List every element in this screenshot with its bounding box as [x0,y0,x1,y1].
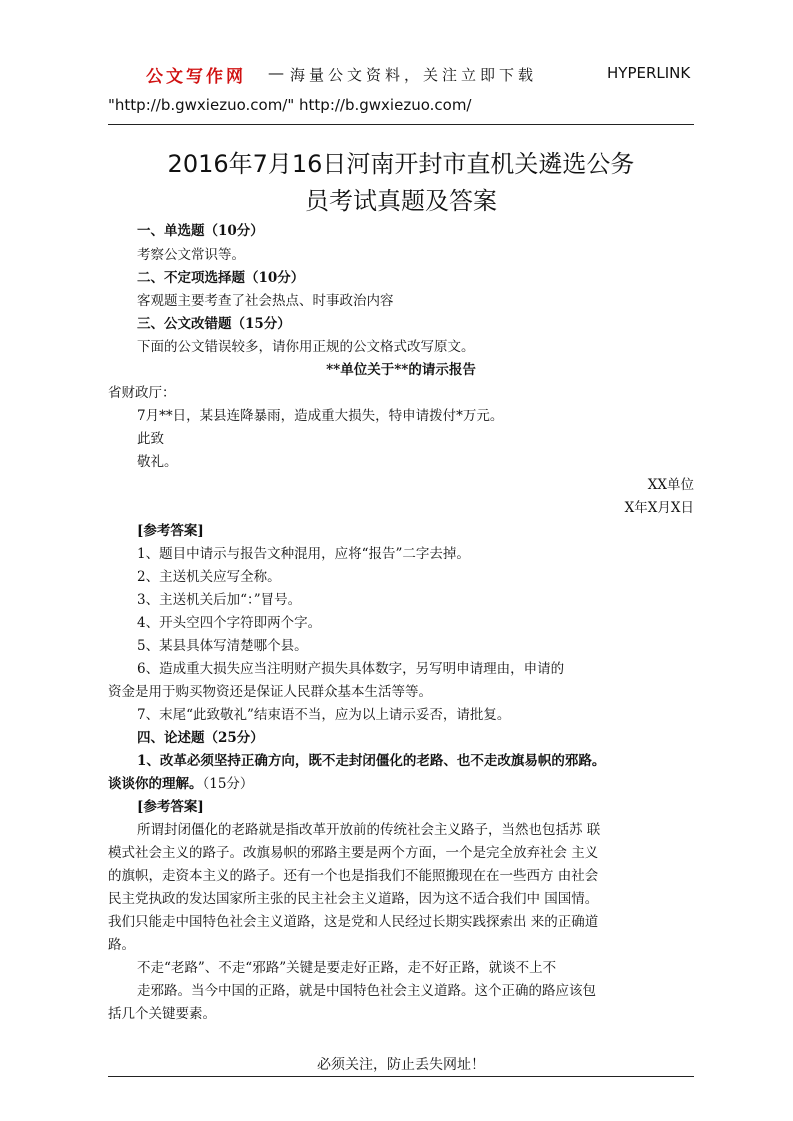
memo-sender: XX单位 [647,477,694,493]
answer1-item: 6、造成重大损失应当注明财产损失具体数字，另写明申请理由，申请的 [137,661,565,677]
memo-date: X年X月X日 [624,500,694,516]
memo-title: **单位关于**的请示报告 [326,362,476,378]
answer2-paragraph-line: 我们只能走中国特色社会主义道路，这是党和人民经过长期实践探索出 来的正确道 [108,914,599,930]
answer1-item: 1、题目中请示与报告文种混用，应将“报告”二字去掉。 [137,546,470,562]
section3-heading: 三、公文改错题（15分） [137,316,291,332]
essay-question-score: （15分） [202,776,254,792]
answer2-paragraph-line: 路。 [108,937,135,953]
footer-notice: 必须关注，防止丢失网址！ [317,1057,485,1073]
essay-question-line2 [108,772,253,792]
answer1-item: 5、某县具体写清楚哪个县。 [137,638,308,654]
hyperlink-field-label: HYPERLINK [607,64,691,82]
answer2-paragraph-line: 走邪路。当今中国的正路，就是中国特色社会主义道路。这个正确的路应该包 [137,983,596,999]
section3-text: 下面的公文错误较多，请你用正规的公文格式改写原文。 [137,339,475,355]
answer2-paragraph-line: 括几个关键要素。 [108,1006,216,1022]
section2-text: 客观题主要考查了社会热点、时事政治内容 [137,293,394,309]
document-title-line2: 员考试真题及答案 [305,187,497,215]
answer2-paragraph-line: 不走“老路”、不走“邪路”关键是要走好正路，走不好正路，就谈不上不 [137,960,557,976]
essay-question-line1: 1、改革必须坚持正确方向，既不走封闭僵化的老路、也不走改旗易帜的邪路。 [137,753,606,769]
answer1-item: 7、末尾“此致敬礼”结束语不当，应为以上请示妥否，请批复。 [137,707,511,723]
header-rule [108,124,694,125]
site-brand[interactable]: 公文写作网 [146,67,246,87]
header-separator: — [268,63,284,82]
answer2-label: [参考答案] [137,799,204,815]
section1-text: 考察公文常识等。 [137,247,245,263]
section4-heading: 四、论述题（25分） [137,730,264,746]
answer1-item: 4、开头空四个字符即两个字。 [137,615,322,631]
section1-heading: 一、单选题（10分） [137,223,264,239]
answer2-paragraph-line: 的旗帜，走资本主义的路子。还有一个也是指我们不能照搬现在在一些西方 由社会 [108,868,599,884]
document-title-line1: 2016年7月16日河南开封市直机关遴选公务 [167,150,635,178]
header-slogan: 海量公文资料，关注立即下载 [290,66,538,84]
header-url-link[interactable]: "http://b.gwxiezuo.com/" http://b.gwxiezuo.com/ [108,96,472,114]
answer2-paragraph-line: 所谓封闭僵化的老路就是指改革开放前的传统社会主义路子，当然也包括苏 联 [137,822,601,838]
section2-heading: 二、不定项选择题（10分） [137,270,305,286]
answer1-item: 3、主送机关后加“：”冒号。 [137,592,302,608]
answer1-item: 2、主送机关应写全称。 [137,569,281,585]
memo-addressee: 省财政厅： [108,385,176,401]
memo-body: 7月**日，某县连降暴雨，造成重大损失，特申请拨付*万元。 [137,408,504,424]
essay-question-text: 谈谈你的理解。 [108,776,203,792]
footer-rule [108,1076,694,1077]
answer1-label: [参考答案] [137,523,204,539]
answer2-paragraph-line: 民主党执政的发达国家所主张的民主社会主义道路，因为这不适合我们中 国国情。 [108,891,599,907]
answer2-paragraph-line: 模式社会主义的路子。改旗易帜的邪路主要是两个方面，一个是完全放弃社会 主义 [108,845,599,861]
memo-closing2: 敬礼。 [137,454,178,470]
answer1-item: 资金是用于购买物资还是保证人民群众基本生活等等。 [108,684,432,700]
memo-closing1: 此致 [137,431,164,447]
